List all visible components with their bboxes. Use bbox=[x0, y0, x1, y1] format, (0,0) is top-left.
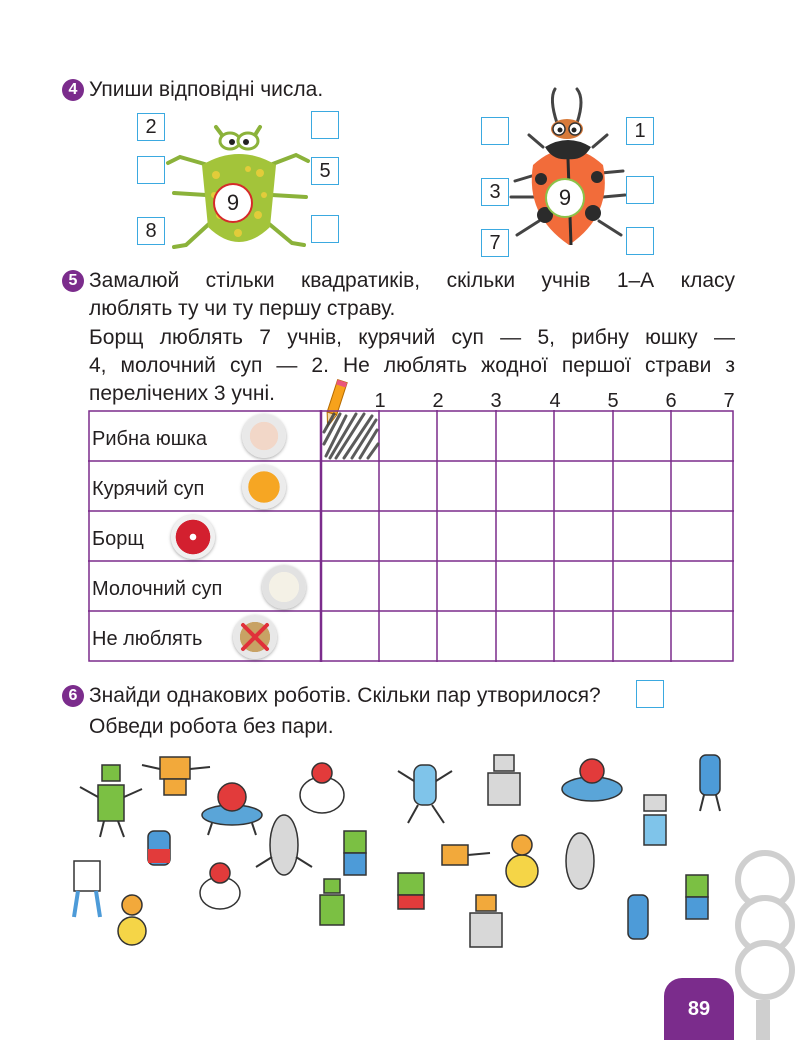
answer-box[interactable]: 1 bbox=[626, 117, 654, 145]
orange-bug-illustration bbox=[505, 85, 635, 255]
robot-grey-box bbox=[488, 755, 520, 805]
robot-orange-2 bbox=[442, 845, 490, 865]
answer-box[interactable] bbox=[481, 117, 509, 145]
column-header: 4 bbox=[549, 390, 561, 412]
ring-stem bbox=[756, 1000, 770, 1040]
robot-blue-tall bbox=[700, 755, 720, 811]
robot-light-blue bbox=[398, 765, 452, 823]
task-5-badge: 5 bbox=[62, 270, 84, 292]
answer-box[interactable]: 3 bbox=[481, 178, 509, 206]
task-5-paragraph-3: перелічених 3 учні. bbox=[89, 382, 275, 405]
row-label-fish-soup: Рибна юшка bbox=[92, 428, 208, 450]
task-4-instruction: Упиши відповідні числа. bbox=[89, 78, 324, 101]
column-header: 5 bbox=[607, 390, 619, 412]
robot-green-2 bbox=[320, 879, 344, 925]
answer-box[interactable] bbox=[311, 111, 339, 139]
page-number: 89 bbox=[687, 997, 711, 1020]
task-5-line-2: люблять ту чи ту першу страву. bbox=[89, 297, 396, 320]
robot-blue-red-small bbox=[148, 831, 170, 865]
robot-green-blue-2 bbox=[686, 875, 708, 919]
answer-box[interactable] bbox=[626, 176, 654, 204]
answer-box[interactable] bbox=[626, 227, 654, 255]
robot-blue-ufo bbox=[202, 783, 262, 835]
task-5-paragraph-1: Борщ люблять 7 учнів, курячий суп — 5, рибну юшку — bbox=[89, 326, 735, 349]
task-6-badge: 6 bbox=[62, 685, 84, 707]
robots-illustration[interactable] bbox=[60, 745, 740, 975]
column-header: 3 bbox=[490, 390, 502, 412]
robot-silver-rocket bbox=[256, 815, 312, 875]
milk-soup-icon bbox=[262, 565, 306, 609]
answer-box[interactable]: 7 bbox=[481, 229, 509, 257]
robot-yellow-round bbox=[506, 835, 538, 887]
robot-red-white bbox=[300, 763, 344, 813]
decorative-ring bbox=[735, 940, 795, 1000]
robot-green-red bbox=[398, 873, 424, 909]
robot-green-blue bbox=[344, 831, 366, 875]
row-label-milk-soup: Молочний суп bbox=[92, 578, 223, 600]
robot-silver-rocket-2 bbox=[566, 833, 594, 889]
answer-box[interactable]: 5 bbox=[311, 157, 339, 185]
borscht-icon bbox=[171, 515, 215, 559]
column-header: 7 bbox=[723, 390, 735, 412]
robot-white-blue bbox=[74, 861, 100, 917]
orange-bug-center: 9 bbox=[545, 178, 585, 218]
task-5-line-1: Замалюй стільки квадратиків, скільки учнів 1–А класу bbox=[89, 269, 735, 292]
robot-grey-box-2 bbox=[470, 895, 502, 947]
crossed-soup-icon bbox=[233, 615, 277, 659]
row-label-dislike: Не люблять bbox=[92, 628, 203, 650]
page-number-tab bbox=[664, 978, 734, 1040]
answer-box[interactable] bbox=[137, 156, 165, 184]
answer-box[interactable]: 2 bbox=[137, 113, 165, 141]
row-label-borscht: Борщ bbox=[92, 528, 144, 550]
robot-blue-tall-2 bbox=[628, 895, 648, 939]
row-label-chicken-soup: Курячий суп bbox=[92, 478, 205, 500]
robot-red-white-2 bbox=[200, 863, 240, 909]
pairs-answer-box[interactable] bbox=[636, 680, 664, 708]
robot-green bbox=[80, 765, 142, 837]
task-5-paragraph-2: 4, молочний суп — 2. Не люблять жодної першої страви з bbox=[89, 354, 735, 377]
green-bug-center: 9 bbox=[213, 183, 253, 223]
column-header: 6 bbox=[665, 390, 677, 412]
robot-blue-grey bbox=[644, 795, 666, 845]
answer-box[interactable]: 8 bbox=[137, 217, 165, 245]
answer-box[interactable] bbox=[311, 215, 339, 243]
task-4-badge: 4 bbox=[62, 79, 84, 101]
chicken-soup-icon bbox=[242, 465, 286, 509]
task-6-line-1: Знайди однакових роботів. Скільки пар утворилося? bbox=[89, 684, 601, 707]
robot-orange bbox=[142, 757, 210, 795]
fish-soup-icon bbox=[242, 414, 286, 458]
robot-ufo-2 bbox=[562, 759, 622, 801]
column-header: 1 bbox=[374, 390, 386, 412]
task-6-line-2: Обведи робота без пари. bbox=[89, 715, 334, 738]
column-header: 2 bbox=[432, 390, 444, 412]
shaded-cell bbox=[324, 414, 378, 458]
robot-yellow-orange bbox=[118, 895, 146, 945]
